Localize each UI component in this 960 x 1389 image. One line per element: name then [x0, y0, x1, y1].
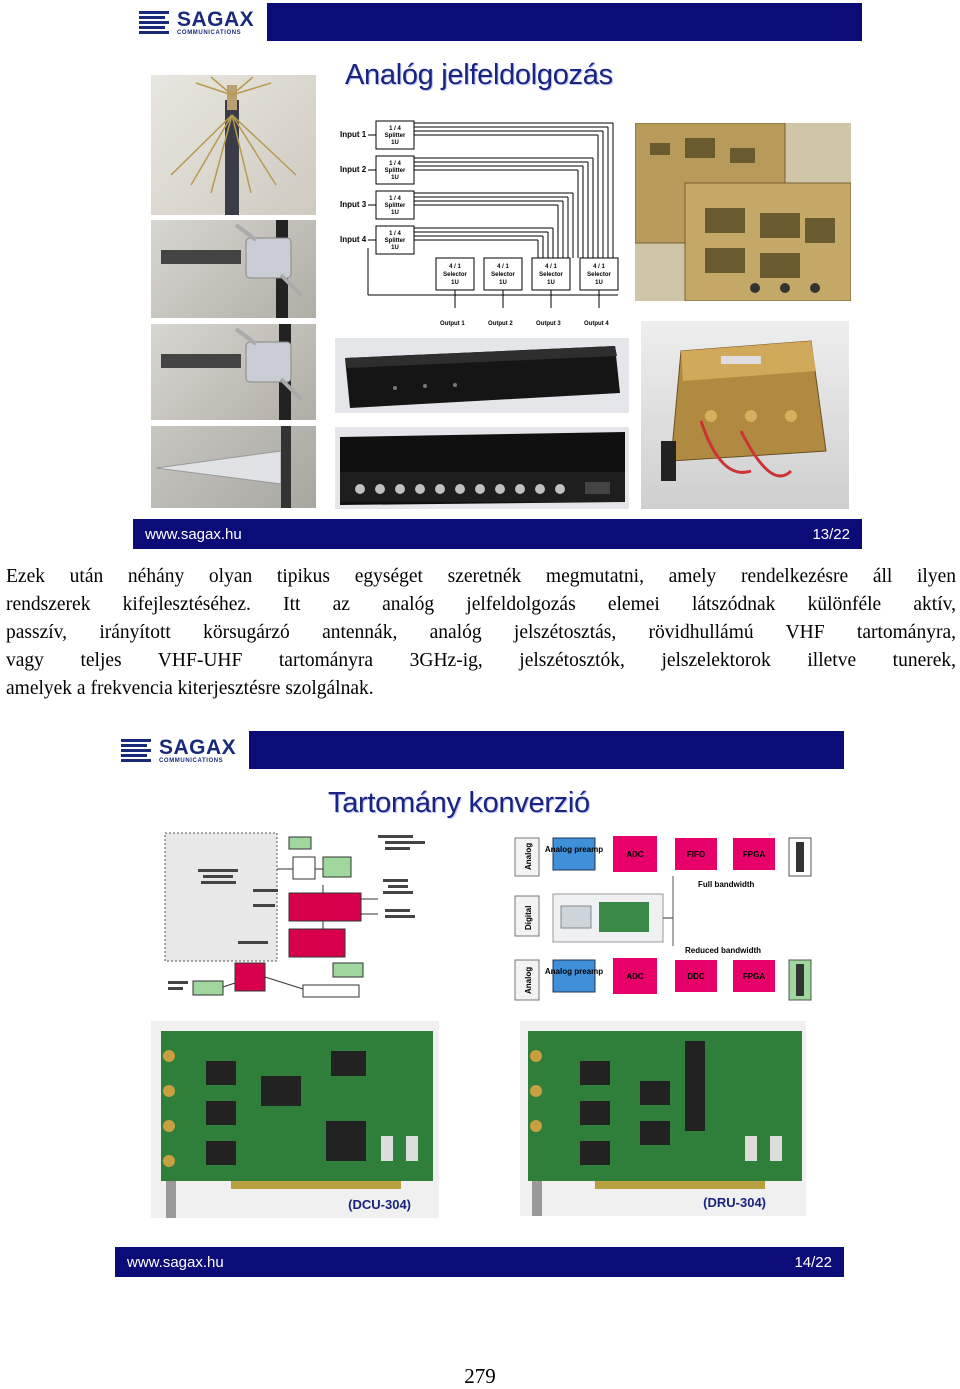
logo-mark-icon — [139, 9, 173, 35]
svg-text:1U: 1U — [451, 280, 459, 286]
svg-text:Selector: Selector — [587, 272, 611, 278]
svg-text:1 / 4: 1 / 4 — [389, 231, 401, 237]
svg-text:Analog: Analog — [524, 966, 533, 994]
photo-discone-antenna — [151, 75, 316, 215]
svg-text:Analog preamp: Analog preamp — [544, 967, 604, 976]
footer-url[interactable]: www.sagax.hu — [145, 525, 242, 543]
svg-text:1U: 1U — [391, 175, 399, 181]
slide-footer — [133, 519, 862, 549]
paragraph-line-5: amelyek a frekvencia kiterjesztésre szolgálnak. — [6, 678, 374, 699]
svg-text:Splitter: Splitter — [384, 238, 406, 244]
preamp-box-2 — [553, 960, 595, 992]
svg-text:4 / 1: 4 / 1 — [449, 264, 461, 270]
footer-page: 13/22 — [812, 525, 850, 543]
svg-text:FPGA: FPGA — [742, 972, 766, 981]
caption-dcu-304: (DCU-304) — [348, 1197, 411, 1212]
input-label-1: Input 1 — [340, 130, 367, 139]
output-label-4: Output 4 — [584, 321, 609, 327]
input-label-4: Input 4 — [340, 235, 367, 244]
svg-text:Selector: Selector — [491, 272, 515, 278]
svg-text:ADC: ADC — [626, 850, 644, 859]
photo-dipole-antenna-1 — [151, 220, 316, 318]
output-label-2: Output 2 — [488, 321, 513, 327]
photo-logperiodic-antenna — [151, 426, 316, 508]
diagram-output-labels — [440, 321, 609, 327]
page-number: 279 — [464, 1364, 496, 1388]
svg-text:4 / 1: 4 / 1 — [545, 264, 557, 270]
photo-rack-unit-2 — [335, 427, 629, 509]
input-label-2: Input 2 — [340, 165, 367, 174]
slide-title: Analóg jelfeldolgozás — [345, 59, 613, 91]
svg-text:4 / 1: 4 / 1 — [497, 264, 509, 270]
sagax-logo — [133, 3, 267, 41]
svg-text:1U: 1U — [391, 210, 399, 216]
svg-text:Splitter: Splitter — [384, 168, 406, 174]
logo-sub: COMMUNICATIONS — [159, 757, 224, 764]
photo-dipole-antenna-2 — [151, 324, 316, 420]
svg-text:Analog preamp: Analog preamp — [544, 845, 604, 854]
svg-text:Selector: Selector — [539, 272, 563, 278]
slide-domain-conversion — [115, 731, 844, 1277]
slide-header — [133, 3, 862, 41]
photo-dcu-304-board — [151, 1021, 439, 1218]
svg-text:Digital: Digital — [524, 905, 533, 930]
logo-sub: COMMUNICATIONS — [177, 29, 242, 36]
slide-footer — [115, 1247, 844, 1277]
svg-text:ADC: ADC — [626, 972, 644, 981]
diagram-input-labels — [340, 130, 367, 244]
paragraph-line-3: passzív, irányított körsugárzó antennák, analóg jelszétosztás, rövidhullámú VHF tartományra, — [6, 622, 956, 643]
paragraph-line-1: Ezek után néhány olyan tipikus egységet szeretnék megmutatni, amely rendelkezésre áll ilyen — [6, 566, 956, 587]
slide-analog-processing — [133, 3, 862, 549]
svg-text:1U: 1U — [391, 245, 399, 251]
chain-row-1 — [515, 836, 811, 889]
output-label-1: Output 1 — [440, 321, 465, 327]
svg-text:4 / 1: 4 / 1 — [593, 264, 605, 270]
footer-page: 14/22 — [794, 1253, 832, 1271]
svg-text:Reduced bandwidth: Reduced bandwidth — [685, 946, 761, 955]
slide-header — [115, 731, 844, 769]
paragraph-line-2: rendszerek kifejlesztéséhez. Itt az analóg jelfeldolgozás elemei látszódnak különféle aktív, — [6, 594, 956, 615]
svg-text:Selector: Selector — [443, 272, 467, 278]
slide-title: Tartomány konverzió — [328, 787, 590, 819]
svg-text:Full bandwidth: Full bandwidth — [698, 880, 755, 889]
svg-text:FIFO: FIFO — [686, 850, 706, 859]
photo-dru-304-board — [520, 1021, 806, 1216]
splitter-selector-diagram — [338, 113, 628, 328]
paragraph-line-4: vagy teljes VHF-UHF tartományra 3GHz-ig, jelszétosztók, jelszelektorok illetve tunerek, — [6, 650, 956, 671]
svg-text:Analog: Analog — [524, 842, 533, 870]
svg-text:1 / 4: 1 / 4 — [389, 126, 401, 132]
body-paragraph — [6, 563, 956, 703]
svg-text:DDC: DDC — [687, 972, 705, 981]
photo-rack-unit-1 — [335, 338, 629, 413]
logo-name: SAGAX — [159, 735, 237, 759]
svg-text:1U: 1U — [547, 280, 555, 286]
svg-text:1 / 4: 1 / 4 — [389, 161, 401, 167]
svg-text:1U: 1U — [499, 280, 507, 286]
logo-mark-icon — [121, 737, 155, 763]
input-label-3: Input 3 — [340, 200, 367, 209]
sagax-logo — [115, 731, 249, 769]
svg-text:Splitter: Splitter — [384, 203, 406, 209]
svg-text:1U: 1U — [391, 140, 399, 146]
header-bar — [267, 3, 862, 41]
logo-name: SAGAX — [177, 7, 255, 31]
preamp-box-1 — [553, 838, 595, 870]
svg-text:FPGA: FPGA — [742, 850, 766, 859]
svg-text:1 / 4: 1 / 4 — [389, 196, 401, 202]
caption-dru-304: (DRU-304) — [703, 1195, 766, 1210]
footer-url[interactable]: www.sagax.hu — [127, 1253, 224, 1271]
signal-chain-diagram — [513, 836, 818, 1011]
chain-row-3 — [515, 958, 811, 1000]
output-label-3: Output 3 — [536, 321, 561, 327]
photo-tuner-module — [641, 321, 849, 509]
board-block-diagram — [163, 829, 433, 1007]
photo-circuit-boards — [635, 123, 851, 301]
header-bar — [249, 731, 844, 769]
svg-text:1U: 1U — [595, 280, 603, 286]
svg-text:Splitter: Splitter — [384, 133, 406, 139]
